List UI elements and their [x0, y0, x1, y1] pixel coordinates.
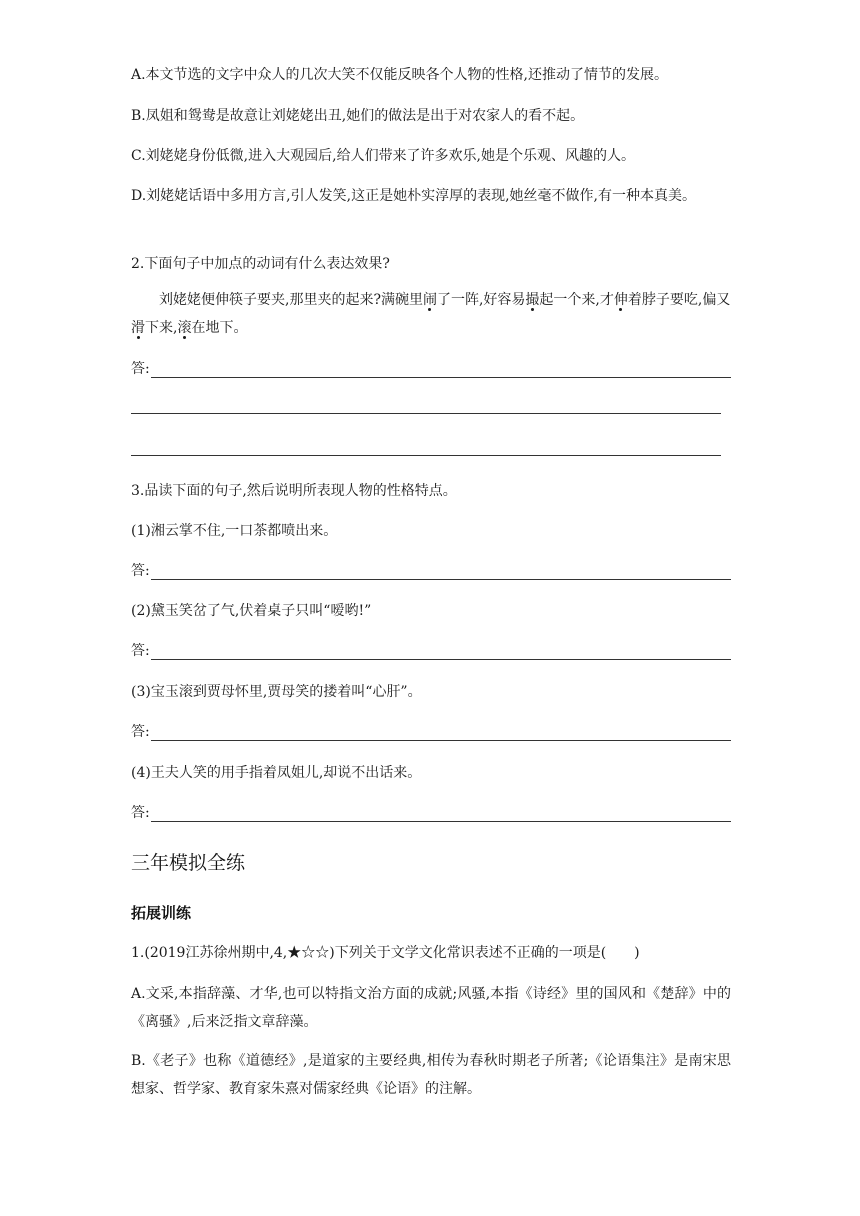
question-3-prompt: 3.品读下面的句子,然后说明所表现人物的性格特点。 — [131, 483, 457, 499]
option-b: B.凤姐和鸳鸯是故意让刘姥姥出丑,她们的做法是出于对农家人的看不起。 — [131, 108, 585, 124]
answer-label: 答: — [131, 805, 150, 821]
dotted-verb: 闹 — [422, 292, 437, 308]
answer-rule — [151, 659, 731, 660]
answer-rule — [151, 821, 731, 822]
answer-rule — [151, 377, 731, 378]
quote-text: 刘姥姥便伸筷子要夹,那里夹的起来?满碗里 — [159, 292, 423, 308]
option-a: A.本文节选的文字中众人的几次大笑不仅能反映各个人物的性格,还推动了情节的发展。 — [131, 67, 669, 83]
dotted-verb: 滚 — [177, 320, 192, 336]
quote-text: 起一个来,才 — [539, 292, 614, 308]
dotted-verb: 伸 — [613, 292, 628, 308]
quote-text: 着脖子要吃,偏又 — [627, 292, 731, 308]
answer-line[interactable] — [131, 559, 731, 583]
answer-label: 答: — [131, 361, 150, 377]
extension-option-b: B.《老子》也称《道德经》,是道家的主要经典,相传为春秋时期老子所著;《论语集注》是南宋思想家、哲学家、教育家朱熹对儒家经典《论语》的注解。 — [131, 1053, 731, 1097]
answer-line[interactable] — [131, 720, 731, 744]
extension-question-1: 1.(2019江苏徐州期中,4,★☆☆)下列关于文学文化常识表述不正确的一项是( ) — [131, 945, 640, 961]
question-2-quote — [131, 286, 731, 342]
answer-label: 答: — [131, 563, 150, 579]
answer-line[interactable] — [131, 639, 731, 663]
quote-text: 在地下。 — [191, 320, 248, 336]
dotted-verb: 撮 — [525, 292, 540, 308]
extension-option-a: A.文采,本指辞藻、才华,也可以特指文治方面的成就;风骚,本指《诗经》里的国风和《楚辞》中的《离骚》,后来泛指文章辞藻。 — [131, 986, 731, 1030]
question-3-item: (2)黛玉笑岔了气,伏着桌子只叫“嗳哟!” — [131, 603, 372, 619]
question-3-item: (4)王夫人笑的用手指着凤姐儿,却说不出话来。 — [131, 765, 422, 781]
option-d: D.刘姥姥话语中多用方言,引人发笑,这正是她朴实淳厚的表现,她丝毫不做作,有一种本真美。 — [131, 188, 696, 204]
answer-rule — [151, 740, 731, 741]
answer-line[interactable] — [131, 357, 731, 381]
answer-line[interactable] — [131, 801, 731, 825]
answer-label: 答: — [131, 724, 150, 740]
answer-blank-line[interactable] — [131, 413, 721, 414]
subsection-title: 拓展训练 — [131, 904, 192, 922]
option-c: C.刘姥姥身份低微,进入大观园后,给人们带来了许多欢乐,她是个乐观、风趣的人。 — [131, 148, 636, 164]
question-2-prompt: 2.下面句子中加点的动词有什么表达效果? — [131, 256, 390, 272]
section-title: 三年模拟全练 — [131, 852, 246, 874]
dotted-verb: 滑 — [131, 320, 145, 336]
answer-label: 答: — [131, 643, 150, 659]
answer-rule — [151, 579, 731, 580]
quote-text: 下来, — [145, 320, 178, 336]
question-3-item: (3)宝玉滚到贾母怀里,贾母笑的搂着叫“心肝”。 — [131, 684, 422, 700]
answer-blank-line[interactable] — [131, 455, 721, 456]
quote-text: 了一阵,好容易 — [436, 292, 526, 308]
question-3-item: (1)湘云掌不住,一口茶都喷出来。 — [131, 523, 338, 539]
